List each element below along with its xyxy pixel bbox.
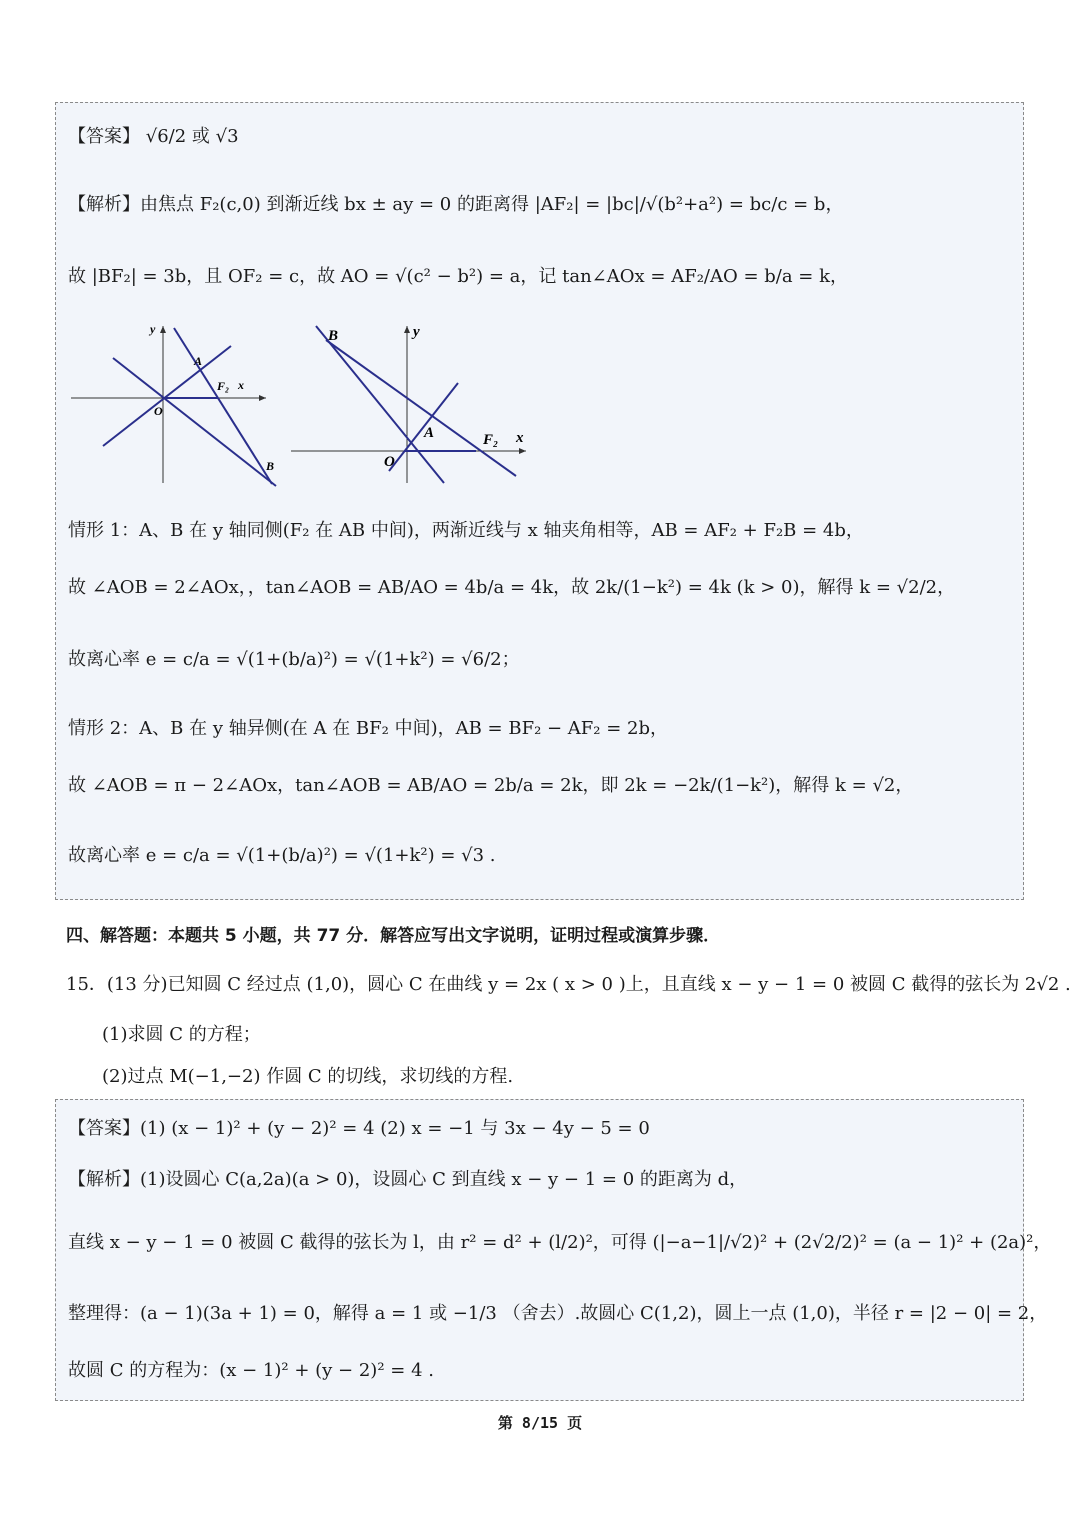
- analysis-line: 【解析】(1)设圆心 C(a,2a)(a > 0)，设圆心 C 到直线 x − y − 1 = 0 的距离为 d，: [68, 1169, 748, 1190]
- answer-line: 【答案】(1) (x − 1)² + (y − 2)² = 4 (2) x = −1 与 3x − 4y − 5 = 0: [68, 1118, 650, 1139]
- fig1-label-x: x: [238, 378, 244, 392]
- analysis-line: 整理得：(a − 1)(3a + 1) = 0，解得 a = 1 或 −1/3 （舍去）.故圆心 C(1,2)，圆上一点 (1,0)，半径 r = |2 − 0| = 2，: [68, 1303, 1048, 1324]
- analysis-line: 故 |BF₂| = 3b，且 OF₂ = c，故 AO = √(c² − b²) = a，记 tan∠AOx = AF₂/AO = b/a = k，: [68, 266, 849, 287]
- fig1-label-y: y: [150, 322, 156, 336]
- fig2-label-x: x: [516, 430, 524, 446]
- section-heading: 四、解答题：本题共 5 小题，共 77 分．解答应写出文字说明，证明过程或演算步骤．: [66, 926, 721, 946]
- solution-box-14: [55, 102, 1024, 900]
- fig1-label-a: A: [194, 354, 203, 368]
- case1-line: 故离心率 e = c/a = √(1+(b/a)²) = √(1+k²) = √6/2；: [68, 649, 520, 670]
- problem-15-part2: (2)过点 M(−1,−2) 作圆 C 的切线，求切线的方程.: [102, 1066, 514, 1087]
- page-number: 第 8/15 页: [497, 1414, 583, 1432]
- fig2-label-a: A: [424, 425, 435, 441]
- answer-line: 【答案】 √6/2 或 √3: [68, 126, 239, 147]
- fig2-label-o: O: [384, 454, 395, 470]
- fig1-label-o: O: [154, 404, 163, 418]
- fig1-label-f2: F₂: [217, 379, 230, 393]
- analysis-line: 【解析】由焦点 F₂(c,0) 到渐近线 bx ± ay = 0 的距离得 |AF₂| = |bc|/√(b²+a²) = bc/c = b，: [68, 194, 844, 215]
- case1-line: 故 ∠AOB = 2∠AOx，，tan∠AOB = AB/AO = 4b/a = 4k，故 2k/(1−k²) = 4k (k > 0)，解得 k = √2/2，: [68, 577, 956, 598]
- case2-line: 故 ∠AOB = π − 2∠AOx，tan∠AOB = AB/AO = 2b/a = 2k，即 2k = −2k/(1−k²)，解得 k = √2，: [68, 775, 914, 796]
- problem-15-part1: (1)求圆 C 的方程；: [102, 1024, 261, 1045]
- case1-line: 情形 1：A、B 在 y 轴同侧(F₂ 在 AB 中间)，两渐近线与 x 轴夹角相等，AB = AF₂ + F₂B = 4b，: [68, 520, 864, 541]
- fig2-label-f2: F₂: [483, 432, 499, 448]
- case2-line: 故离心率 e = c/a = √(1+(b/a)²) = √(1+k²) = √3 .: [68, 845, 496, 866]
- problem-15-stem: 15．(13 分)已知圆 C 经过点 (1,0)，圆心 C 在曲线 y = 2x ( x > 0 )上，且直线 x − y − 1 = 0 被圆 C 截得的弦长为 2√2 .: [66, 974, 1071, 995]
- fig2-label-b: B: [328, 328, 339, 344]
- hyperbola-figure-1: [66, 318, 281, 488]
- analysis-line: 故圆 C 的方程为：(x − 1)² + (y − 2)² = 4 .: [68, 1360, 434, 1381]
- fig1-label-b: B: [266, 459, 275, 473]
- hyperbola-figure-2: [286, 318, 536, 488]
- solution-box-15: [55, 1099, 1052, 1401]
- analysis-line: 直线 x − y − 1 = 0 被圆 C 截得的弦长为 l，由 r² = d² + (l/2)²，可得 (|−a−1|/√2)² + (2√2/2)² = (a − 1)² + (2a)²，: [68, 1232, 1052, 1253]
- fig2-label-y: y: [413, 324, 420, 340]
- case2-line: 情形 2：A、B 在 y 轴异侧(在 A 在 BF₂ 中间)，AB = BF₂ − AF₂ = 2b，: [68, 718, 669, 739]
